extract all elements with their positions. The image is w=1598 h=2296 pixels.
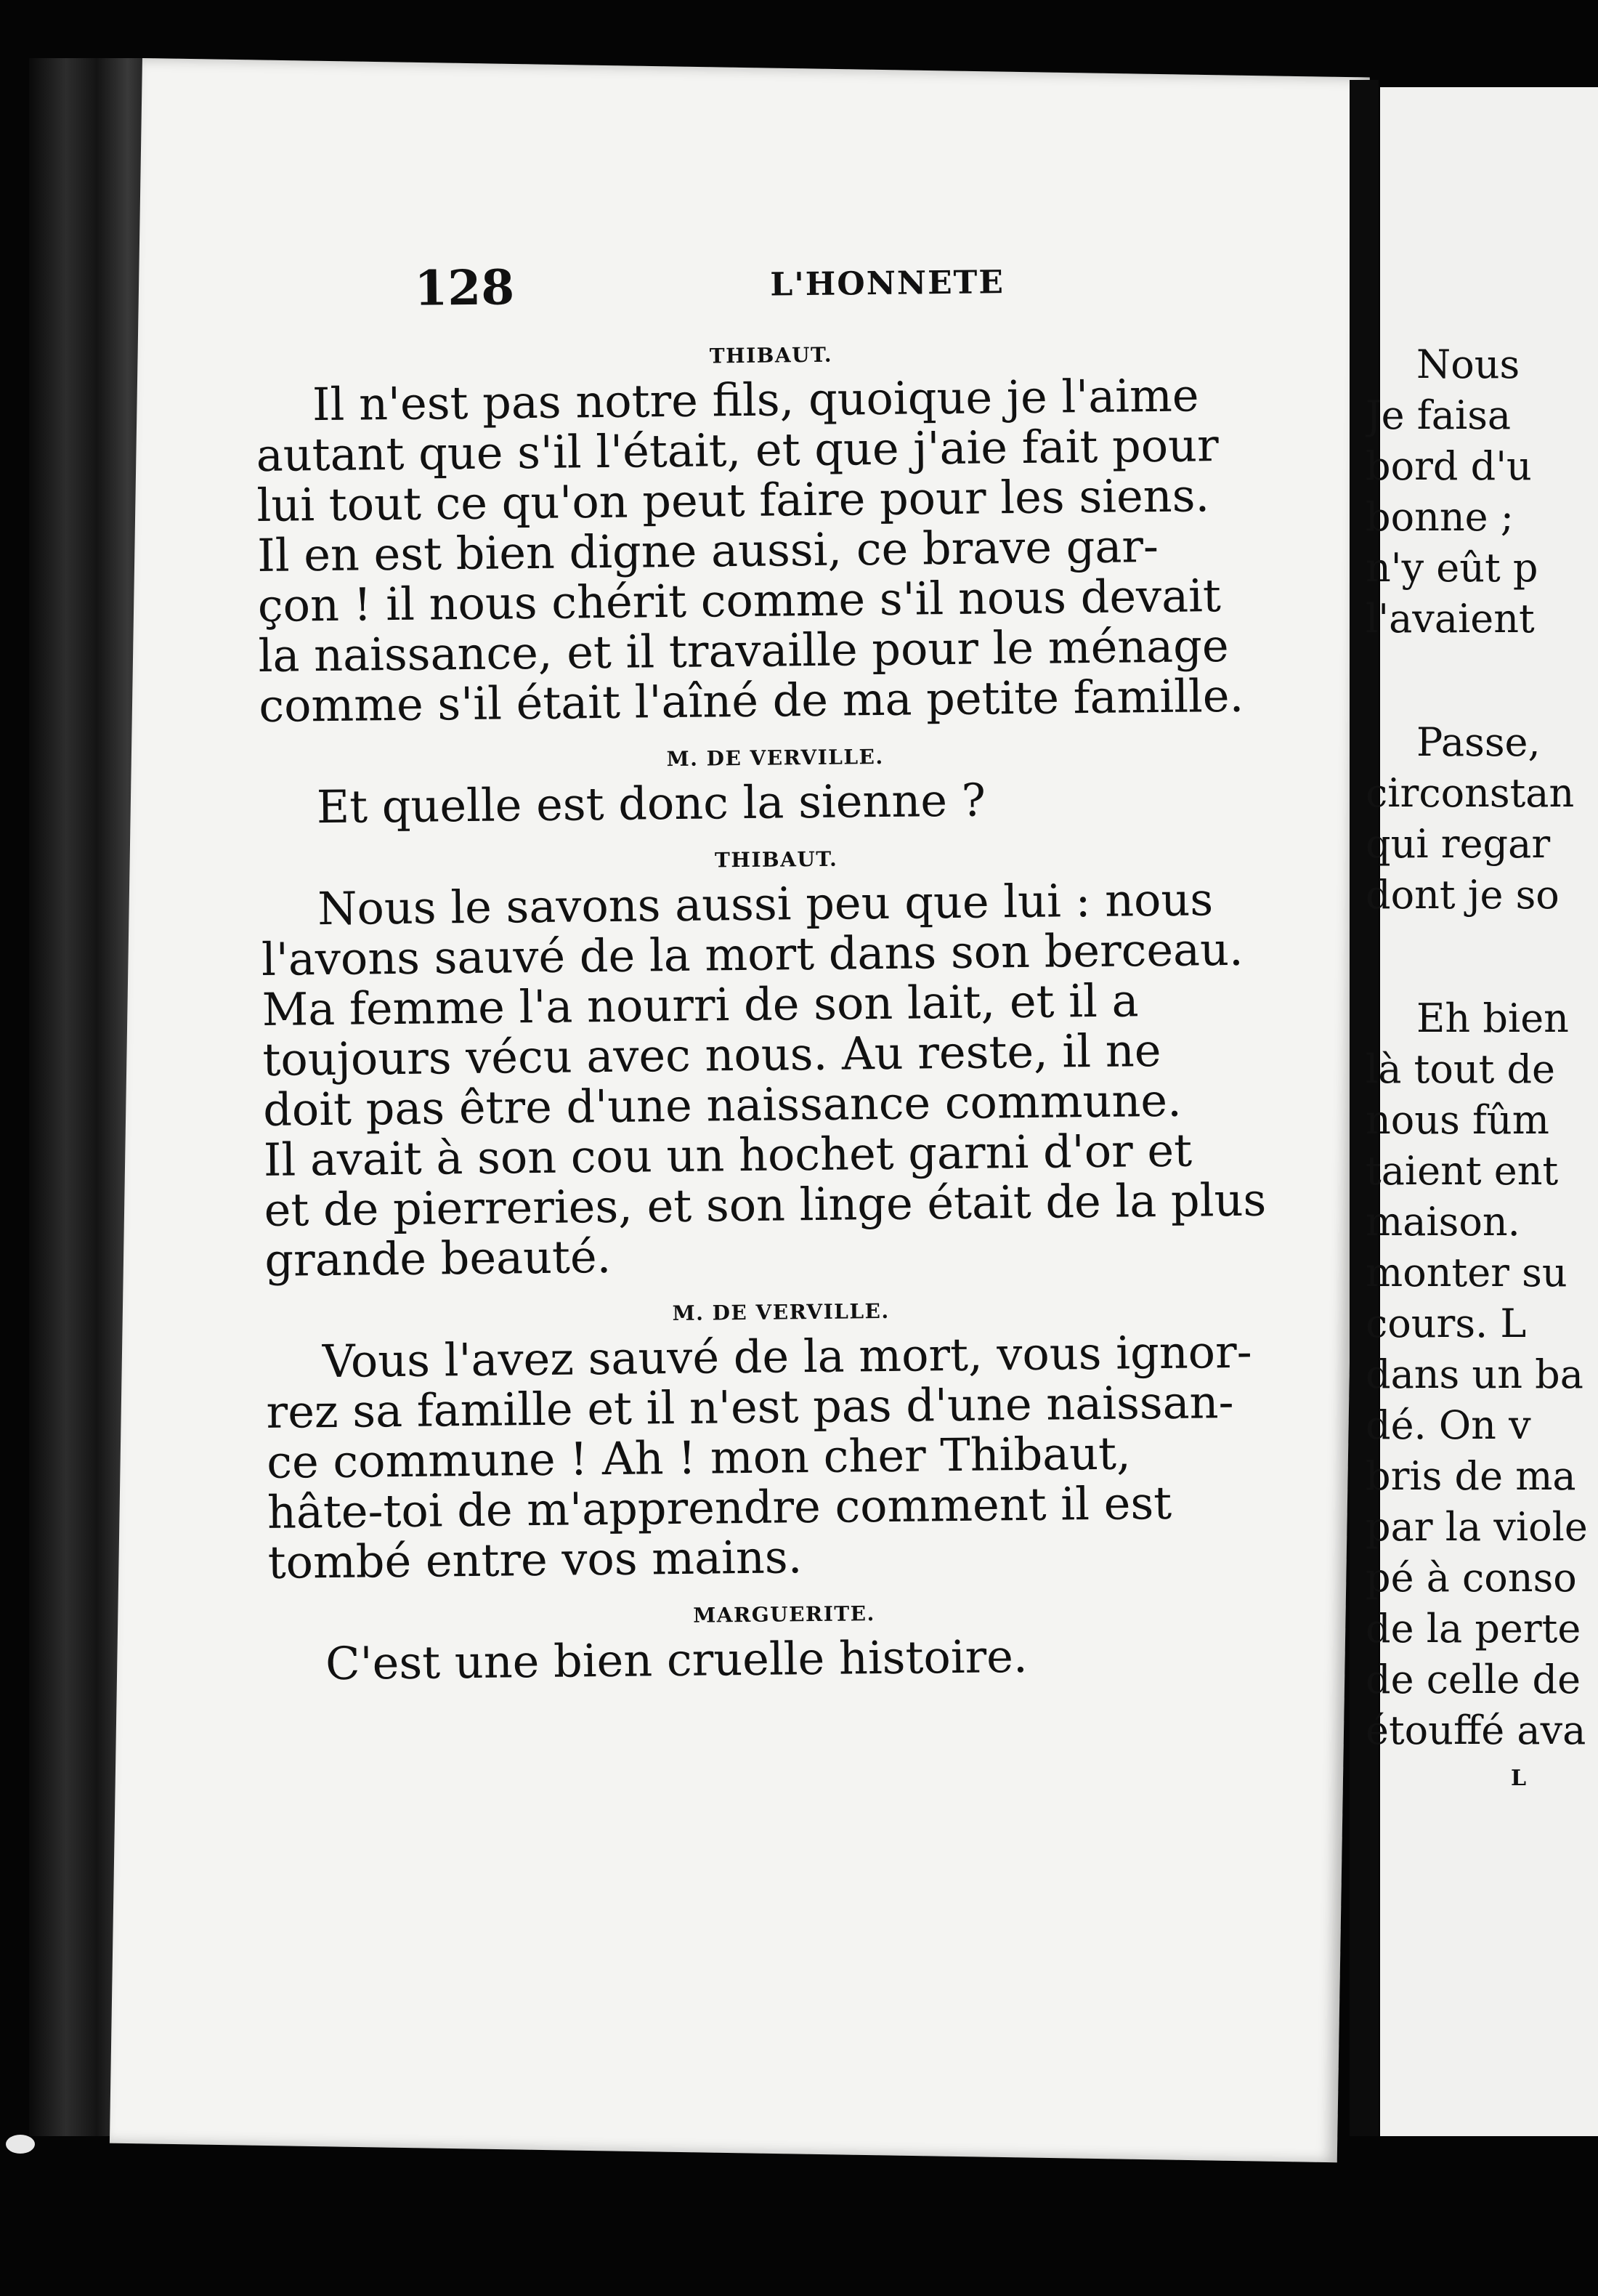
right-page-fragment: monter su [1366, 1250, 1567, 1295]
right-page-text [1366, 341, 1598, 2122]
right-page-fragment: bonne ; [1366, 494, 1514, 540]
text-line: rez sa famille et il n'est pas d'une naissan- [266, 1375, 1234, 1439]
speaker-name: M. DE VERVILLE. [666, 744, 884, 772]
left-page-text [254, 251, 1300, 1689]
right-page-fragment: nous fûm [1366, 1097, 1549, 1143]
text-line: l'avons sauvé de la mort dans son berceau. [261, 922, 1244, 986]
text-line: çon ! il nous chérit comme s'il nous devait [257, 569, 1222, 632]
right-page-fragment: Eh bien [1416, 995, 1569, 1041]
text-line: ce commune ! Ah ! mon cher Thibaut, [266, 1426, 1132, 1489]
text-line: Vous l'avez sauvé de la mort, vous ignor- [322, 1325, 1252, 1388]
text-line: Nous le savons aussi peu que lui : nous [317, 873, 1214, 936]
speaker-name: MARGUERITE. [693, 1601, 875, 1628]
speaker-name: M. DE VERVILLE. [672, 1298, 890, 1326]
right-page-fragment: maison. [1366, 1199, 1520, 1245]
running-title: L'HONNETE [770, 264, 1005, 304]
text-line: Il n'est pas notre fils, quoique je l'aime [312, 368, 1199, 432]
right-page-fragment: qui regar [1366, 821, 1551, 867]
right-page-fragment: de la perte [1366, 1606, 1581, 1652]
page-number: 128 [413, 259, 515, 317]
right-page-fragment: l'avaient [1366, 596, 1535, 642]
right-page-fragment: circonstan [1366, 770, 1575, 816]
right-page-fragment: Passe, [1416, 719, 1541, 765]
text-line: hâte-toi de m'apprendre comment il est [267, 1476, 1172, 1539]
text-line: C'est une bien cruelle histoire. [325, 1629, 1028, 1691]
right-page-fragment: bris de ma [1366, 1453, 1576, 1499]
text-line: Il en est bien digne aussi, ce brave gar- [256, 519, 1159, 582]
text-line: et de pierreries, et son linge était de la plus [264, 1173, 1267, 1237]
right-page-fragment: dé. On v [1366, 1402, 1531, 1448]
text-line: toujours vécu avec nous. Au reste, il ne [262, 1023, 1161, 1086]
right-page-fragment: Je faisa [1366, 392, 1512, 438]
right-page-fragment: bord d'u [1366, 443, 1532, 489]
right-page-fragment: pé à conso [1366, 1555, 1577, 1601]
text-line: Ma femme l'a nourri de son lait, et il a [261, 974, 1139, 1036]
text-line: tombé entre vos mains. [267, 1530, 803, 1589]
right-page-fragment: dont je so [1366, 872, 1560, 918]
right-page-fragment: n'y eût p [1366, 545, 1538, 591]
text-line: lui tout ce qu'on peut faire pour les siens. [256, 469, 1210, 532]
text-line: la naissance, et il travaille pour le ménage [258, 618, 1229, 682]
text-line: autant que s'il l'était, et que j'aie fait pour [256, 419, 1220, 482]
text-line: grande beauté. [264, 1229, 612, 1287]
speaker-name: THIBAUT. [714, 846, 838, 873]
text-line: Et quelle est donc la sienne ? [316, 773, 986, 834]
dialogue [255, 338, 1300, 1689]
right-page-fragment: là tout de [1366, 1046, 1556, 1092]
right-page-fragment: L [1511, 1766, 1527, 1791]
right-page-fragment: par la viole [1366, 1504, 1588, 1550]
right-page-fragment: étouffé ava [1366, 1707, 1586, 1753]
scan-artifact [6, 2135, 35, 2154]
text-line: Il avait à son cou un hochet garni d'or et [263, 1123, 1193, 1187]
right-page-fragment: taient ent [1366, 1148, 1559, 1194]
right-page-fragment: dans un ba [1366, 1351, 1583, 1397]
text-line: doit pas être d'une naissance commune. [262, 1073, 1183, 1136]
text-line: comme s'il était l'aîné de ma petite famille. [259, 668, 1244, 732]
right-page-fragment: de celle de [1366, 1657, 1581, 1702]
right-page-fragment: cours. L [1366, 1301, 1527, 1346]
speaker-name: THIBAUT. [709, 342, 833, 368]
right-page-fragment: Nous [1416, 341, 1520, 387]
page-header [254, 251, 1286, 334]
